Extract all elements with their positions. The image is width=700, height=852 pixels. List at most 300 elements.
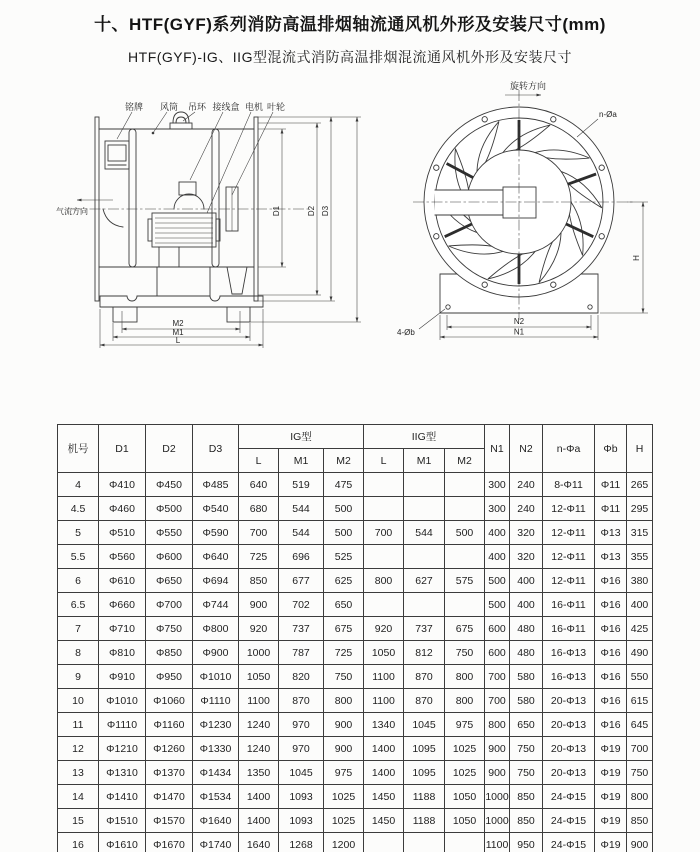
col-header-iig-m1: M1: [404, 449, 445, 473]
dimension-cell: 850: [239, 569, 279, 593]
dimension-cell: 8-Φ11: [543, 473, 595, 497]
dimension-cell: Φ1370: [146, 761, 193, 785]
dimension-cell: 544: [404, 521, 445, 545]
table-row: [58, 521, 653, 545]
dimension-cell: Φ16: [595, 617, 627, 641]
motor: [148, 213, 220, 267]
dimension-cell: Φ1470: [146, 785, 193, 809]
dimension-cell: 300: [485, 473, 510, 497]
dim-m2: M2: [172, 319, 184, 328]
dimension-cell: 240: [510, 497, 543, 521]
dimension-cell: Φ950: [146, 665, 193, 689]
dimension-cell: 812: [404, 641, 445, 665]
dimension-cell: 1045: [404, 713, 445, 737]
dim-m1: M1: [172, 328, 184, 337]
label-nameplate: 铭牌: [124, 102, 144, 112]
dimension-cell: 20-Φ13: [543, 761, 595, 785]
part-labels: [117, 101, 285, 213]
dimension-cell: Φ1010: [99, 689, 146, 713]
dimension-cell: 20-Φ13: [543, 737, 595, 761]
dimension-cell: 295: [627, 497, 653, 521]
table-row: [58, 641, 653, 665]
rotation-label: 旋转方向: [509, 81, 547, 91]
table-row: [58, 761, 653, 785]
dimension-cell: 1093: [279, 785, 324, 809]
rotation-direction: [505, 80, 546, 95]
label-motor: 电机: [244, 102, 264, 112]
col-header-iig-m2: M2: [445, 449, 485, 473]
dimension-cell: 737: [279, 617, 324, 641]
dimension-cell: Φ694: [193, 569, 239, 593]
dimension-cell: 975: [324, 761, 364, 785]
dim-d1: D1: [272, 205, 281, 217]
dimension-cell: 1400: [364, 737, 404, 761]
dimension-cell: 12-Φ11: [543, 521, 595, 545]
dimension-cell: Φ11: [595, 473, 627, 497]
dimension-cell: Φ1010: [193, 665, 239, 689]
dimension-cell: 320: [510, 521, 543, 545]
dimension-cell: 12-Φ11: [543, 569, 595, 593]
dimension-cell: 519: [279, 473, 324, 497]
dimension-cell: Φ19: [595, 785, 627, 809]
dimension-cell: 1100: [239, 689, 279, 713]
dimension-cell: 750: [445, 641, 485, 665]
label-impeller: 叶轮: [266, 102, 286, 112]
dimension-cell: Φ13: [595, 545, 627, 569]
dimension-cell: 380: [627, 569, 653, 593]
dimension-cell: 500: [324, 521, 364, 545]
dimension-cell: 800: [324, 689, 364, 713]
dimension-cell: 20-Φ13: [543, 689, 595, 713]
dimension-cell: 870: [279, 689, 324, 713]
dimension-cell: [364, 473, 404, 497]
dimension-cell: 265: [627, 473, 653, 497]
dimension-cell: 1000: [485, 785, 510, 809]
table-row: [58, 593, 653, 617]
dim-h: H: [632, 255, 641, 261]
dimension-cell: [364, 833, 404, 852]
dimension-cell: 400: [485, 521, 510, 545]
dimension-cell: 1188: [404, 809, 445, 833]
table-row: [58, 665, 653, 689]
machine-no-cell: 8: [58, 641, 99, 665]
dimension-cell: Φ19: [595, 809, 627, 833]
dimension-cell: 975: [445, 713, 485, 737]
col-header-ig-m1: M1: [279, 449, 324, 473]
dimension-cell: Φ1310: [99, 761, 146, 785]
dimension-cell: 650: [324, 593, 364, 617]
dimension-cell: 1200: [324, 833, 364, 852]
dimension-cell: 625: [324, 569, 364, 593]
dimension-cell: Φ540: [193, 497, 239, 521]
dimension-cell: 750: [324, 665, 364, 689]
dimension-cell: [364, 593, 404, 617]
dimension-cell: 850: [510, 809, 543, 833]
dimension-cell: Φ1230: [193, 713, 239, 737]
dimension-cell: Φ750: [146, 617, 193, 641]
dimension-cell: 1450: [364, 785, 404, 809]
dimension-cell: 870: [404, 665, 445, 689]
dimension-cell: 1025: [445, 761, 485, 785]
col-header-n2: N2: [510, 425, 543, 473]
dimension-cell: 500: [445, 521, 485, 545]
dimension-cell: 1400: [364, 761, 404, 785]
col-header-machine-no: 机号: [58, 425, 99, 473]
dim-d2: D2: [307, 205, 316, 217]
dimension-cell: 550: [627, 665, 653, 689]
dimension-cell: Φ1110: [193, 689, 239, 713]
dimension-cell: Φ410: [99, 473, 146, 497]
dimension-cell: 544: [279, 521, 324, 545]
dimension-cell: 1045: [279, 761, 324, 785]
dimension-cell: Φ1110: [99, 713, 146, 737]
dim-d3: D3: [321, 205, 330, 217]
dimension-cell: 12-Φ11: [543, 545, 595, 569]
dimension-cell: 1025: [324, 785, 364, 809]
col-header-d2: D2: [146, 425, 193, 473]
dimension-cell: 680: [239, 497, 279, 521]
dimension-cell: Φ640: [193, 545, 239, 569]
table-row: [58, 737, 653, 761]
dimension-cell: 700: [364, 521, 404, 545]
table-row: [58, 713, 653, 737]
dimension-cell: 900: [485, 761, 510, 785]
table-body: [58, 473, 653, 852]
machine-no-cell: 4: [58, 473, 99, 497]
dimension-cell: 1000: [239, 641, 279, 665]
dimension-cell: 400: [510, 569, 543, 593]
length-dimensions: [100, 309, 263, 348]
dimension-cell: 640: [239, 473, 279, 497]
machine-no-cell: 12: [58, 737, 99, 761]
dimension-cell: 355: [627, 545, 653, 569]
col-header-n-phi-a: n-Φa: [543, 425, 595, 473]
dimension-cell: 696: [279, 545, 324, 569]
label-junction-box: 接线盒: [212, 102, 240, 112]
dimension-cell: 677: [279, 569, 324, 593]
dimension-cell: 820: [279, 665, 324, 689]
table-row: [58, 569, 653, 593]
dimension-table: [57, 424, 653, 852]
col-header-phi-b: Φb: [595, 425, 627, 473]
lifting-ring: [170, 112, 192, 129]
dimension-cell: 850: [627, 809, 653, 833]
dimension-cell: [445, 593, 485, 617]
table-row: [58, 785, 653, 809]
dimension-cell: Φ850: [146, 641, 193, 665]
dimension-cell: 16-Φ11: [543, 617, 595, 641]
dimension-cell: Φ1260: [146, 737, 193, 761]
dimension-cell: Φ16: [595, 665, 627, 689]
dimension-cell: 24-Φ15: [543, 809, 595, 833]
motor-mount: [435, 187, 536, 218]
dimension-cell: 1050: [364, 641, 404, 665]
col-header-h: H: [627, 425, 653, 473]
dimension-cell: 480: [510, 617, 543, 641]
dimension-cell: 750: [510, 737, 543, 761]
dimension-cell: 1350: [239, 761, 279, 785]
hub-square: [503, 187, 536, 218]
dimension-cell: 725: [324, 641, 364, 665]
dimension-cell: 1095: [404, 737, 445, 761]
dimension-cell: Φ13: [595, 521, 627, 545]
dimension-cell: 702: [279, 593, 324, 617]
col-header-iig-l: L: [364, 449, 404, 473]
dimension-cell: Φ1534: [193, 785, 239, 809]
dimension-cell: 950: [510, 833, 543, 852]
dimension-cell: 1025: [445, 737, 485, 761]
dimension-cell: Φ710: [99, 617, 146, 641]
foot-holes-label: 4-Øb: [397, 328, 415, 337]
dimension-cell: 315: [627, 521, 653, 545]
dimension-cell: Φ450: [146, 473, 193, 497]
table-row: [58, 833, 653, 852]
dimension-cell: 900: [627, 833, 653, 852]
dimension-cell: Φ16: [595, 689, 627, 713]
dimension-cell: 1100: [485, 833, 510, 852]
dimension-cell: Φ500: [146, 497, 193, 521]
machine-no-cell: 4.5: [58, 497, 99, 521]
dimension-cell: 700: [627, 737, 653, 761]
dimension-cell: [445, 833, 485, 852]
dimension-cell: 970: [279, 713, 324, 737]
dimension-cell: 700: [239, 521, 279, 545]
side-view-drawing: [55, 83, 365, 368]
page-subtitle: HTF(GYF)-IG、IIG型混流式消防高温排烟混流通风机外形及安装尺寸: [128, 49, 572, 65]
machine-no-cell: 15: [58, 809, 99, 833]
dimension-cell: 544: [279, 497, 324, 521]
page-title: 十、HTF(GYF)系列消防高温排烟轴流通风机外形及安装尺寸(mm): [94, 15, 606, 34]
dimension-cell: 500: [485, 569, 510, 593]
table-row: [58, 809, 653, 833]
dimension-cell: 870: [404, 689, 445, 713]
dimension-cell: 490: [627, 641, 653, 665]
dimension-cell: 750: [510, 761, 543, 785]
dimension-cell: [364, 545, 404, 569]
dimension-cell: 1100: [364, 689, 404, 713]
dimension-cell: 700: [485, 665, 510, 689]
dimension-cell: 1050: [239, 665, 279, 689]
foot-holes-callout: [397, 309, 445, 337]
col-header-n1: N1: [485, 425, 510, 473]
dimension-cell: 575: [445, 569, 485, 593]
front-view-drawing: [395, 78, 695, 368]
dimension-cell: 500: [485, 593, 510, 617]
dimension-cell: 650: [510, 713, 543, 737]
airflow-label: 气流方向: [56, 207, 88, 216]
dimension-cell: Φ1410: [99, 785, 146, 809]
dimension-cell: 1400: [239, 785, 279, 809]
dimension-cell: Φ910: [99, 665, 146, 689]
table-header-row-1: [58, 425, 653, 449]
dimension-cell: 1240: [239, 737, 279, 761]
dimension-cell: [404, 833, 445, 852]
dimension-cell: 500: [324, 497, 364, 521]
dimension-cell: 475: [324, 473, 364, 497]
dimension-cell: 400: [627, 593, 653, 617]
dimension-cell: Φ16: [595, 641, 627, 665]
label-lifting-ring: 吊环: [187, 102, 207, 112]
dimension-cell: Φ590: [193, 521, 239, 545]
dimension-cell: 750: [627, 761, 653, 785]
dimension-cell: 1640: [239, 833, 279, 852]
dimension-cell: 645: [627, 713, 653, 737]
dimension-cell: 1268: [279, 833, 324, 852]
dimension-cell: 300: [485, 497, 510, 521]
dimension-cell: Φ1610: [99, 833, 146, 852]
col-header-d1: D1: [99, 425, 146, 473]
dimension-cell: 580: [510, 665, 543, 689]
machine-no-cell: 9: [58, 665, 99, 689]
dimension-cell: Φ1210: [99, 737, 146, 761]
dimension-cell: 900: [324, 737, 364, 761]
machine-no-cell: 16: [58, 833, 99, 852]
table-row: [58, 617, 653, 641]
dimension-cell: [445, 545, 485, 569]
dimension-cell: Φ560: [99, 545, 146, 569]
dimension-cell: 580: [510, 689, 543, 713]
machine-no-cell: 10: [58, 689, 99, 713]
dimension-cell: Φ1160: [146, 713, 193, 737]
dimension-cell: 1450: [364, 809, 404, 833]
dimension-cell: 1000: [485, 809, 510, 833]
dimension-cell: 787: [279, 641, 324, 665]
dimension-cell: Φ1570: [146, 809, 193, 833]
dimension-cell: 24-Φ15: [543, 833, 595, 852]
dimension-cell: Φ810: [99, 641, 146, 665]
dimension-cell: 1095: [404, 761, 445, 785]
dimension-cell: 800: [485, 713, 510, 737]
dimension-cell: 920: [364, 617, 404, 641]
dimension-cell: [404, 593, 445, 617]
dimension-cell: Φ11: [595, 497, 627, 521]
dimension-cell: Φ600: [146, 545, 193, 569]
dimension-cell: 675: [445, 617, 485, 641]
dimension-cell: 16-Φ13: [543, 641, 595, 665]
dimension-cell: [445, 497, 485, 521]
dim-n2: N2: [513, 317, 525, 326]
dimension-cell: 240: [510, 473, 543, 497]
dimension-cell: 900: [239, 593, 279, 617]
dimension-cell: 1240: [239, 713, 279, 737]
dim-n1: N1: [513, 327, 525, 337]
dimension-cell: Φ19: [595, 833, 627, 852]
dimension-cell: 1050: [445, 809, 485, 833]
dimension-cell: 800: [627, 785, 653, 809]
dimension-cell: 1100: [364, 665, 404, 689]
leader-lines: [117, 112, 273, 213]
nameplate: [105, 141, 129, 169]
dimension-cell: 16-Φ11: [543, 593, 595, 617]
machine-no-cell: 7: [58, 617, 99, 641]
dimension-cell: Φ700: [146, 593, 193, 617]
table-row: [58, 473, 653, 497]
dimension-cell: 400: [510, 593, 543, 617]
dimension-cell: Φ19: [595, 761, 627, 785]
dimension-cell: 725: [239, 545, 279, 569]
table-row: [58, 497, 653, 521]
machine-no-cell: 6.5: [58, 593, 99, 617]
machine-no-cell: 14: [58, 785, 99, 809]
col-group-ig: IG型: [239, 425, 364, 449]
dimension-cell: Φ744: [193, 593, 239, 617]
machine-no-cell: 11: [58, 713, 99, 737]
table-row: [58, 545, 653, 569]
dimension-cell: 525: [324, 545, 364, 569]
dimension-cell: 480: [510, 641, 543, 665]
dimension-cell: 900: [324, 713, 364, 737]
dimension-cell: Φ485: [193, 473, 239, 497]
col-header-ig-l: L: [239, 449, 279, 473]
dimension-cell: 920: [239, 617, 279, 641]
dimension-cell: 1400: [239, 809, 279, 833]
dimension-cell: 1188: [404, 785, 445, 809]
dimension-cell: 850: [510, 785, 543, 809]
dimension-cell: Φ610: [99, 569, 146, 593]
dimension-cell: 1025: [324, 809, 364, 833]
dimension-cell: 12-Φ11: [543, 497, 595, 521]
dimension-cell: Φ1510: [99, 809, 146, 833]
label-wind-tube: 风筒: [159, 102, 179, 112]
dimension-cell: 737: [404, 617, 445, 641]
dimension-cell: Φ900: [193, 641, 239, 665]
dimension-cell: 16-Φ13: [543, 665, 595, 689]
flange-holes-label: n-Øa: [599, 110, 617, 119]
machine-no-cell: 5.5: [58, 545, 99, 569]
dimension-cell: Φ1740: [193, 833, 239, 852]
dimension-cell: 900: [485, 737, 510, 761]
dimension-cell: Φ510: [99, 521, 146, 545]
dimension-cell: 24-Φ15: [543, 785, 595, 809]
dimension-cell: 400: [485, 545, 510, 569]
dimension-cell: [445, 473, 485, 497]
dimension-cell: [404, 545, 445, 569]
dimension-cell: 600: [485, 617, 510, 641]
dimension-cell: 600: [485, 641, 510, 665]
col-header-ig-m2: M2: [324, 449, 364, 473]
dimension-cell: 1093: [279, 809, 324, 833]
col-header-d3: D3: [193, 425, 239, 473]
table-row: [58, 689, 653, 713]
junction-box: [174, 182, 204, 209]
dimension-cell: Φ1670: [146, 833, 193, 852]
dimension-cell: [404, 473, 445, 497]
base-and-feet: [100, 267, 263, 322]
dimension-cell: Φ16: [595, 569, 627, 593]
dimension-cell: [404, 497, 445, 521]
inlet-bell: [103, 209, 123, 227]
dimension-cell: Φ1640: [193, 809, 239, 833]
dimension-cell: 800: [445, 689, 485, 713]
dimension-cell: 1340: [364, 713, 404, 737]
width-dimensions: [440, 315, 598, 340]
dimension-cell: 615: [627, 689, 653, 713]
dimension-cell: 970: [279, 737, 324, 761]
dimension-cell: Φ16: [595, 593, 627, 617]
col-group-iig: IIG型: [364, 425, 485, 449]
dim-l: L: [175, 336, 181, 345]
dimension-cell: Φ16: [595, 713, 627, 737]
machine-no-cell: 13: [58, 761, 99, 785]
dimension-cell: Φ800: [193, 617, 239, 641]
dimension-cell: Φ460: [99, 497, 146, 521]
machine-no-cell: 6: [58, 569, 99, 593]
dimension-cell: 320: [510, 545, 543, 569]
machine-no-cell: 5: [58, 521, 99, 545]
dimension-cell: 1050: [445, 785, 485, 809]
dimension-cell: Φ550: [146, 521, 193, 545]
dimension-cell: Φ19: [595, 737, 627, 761]
